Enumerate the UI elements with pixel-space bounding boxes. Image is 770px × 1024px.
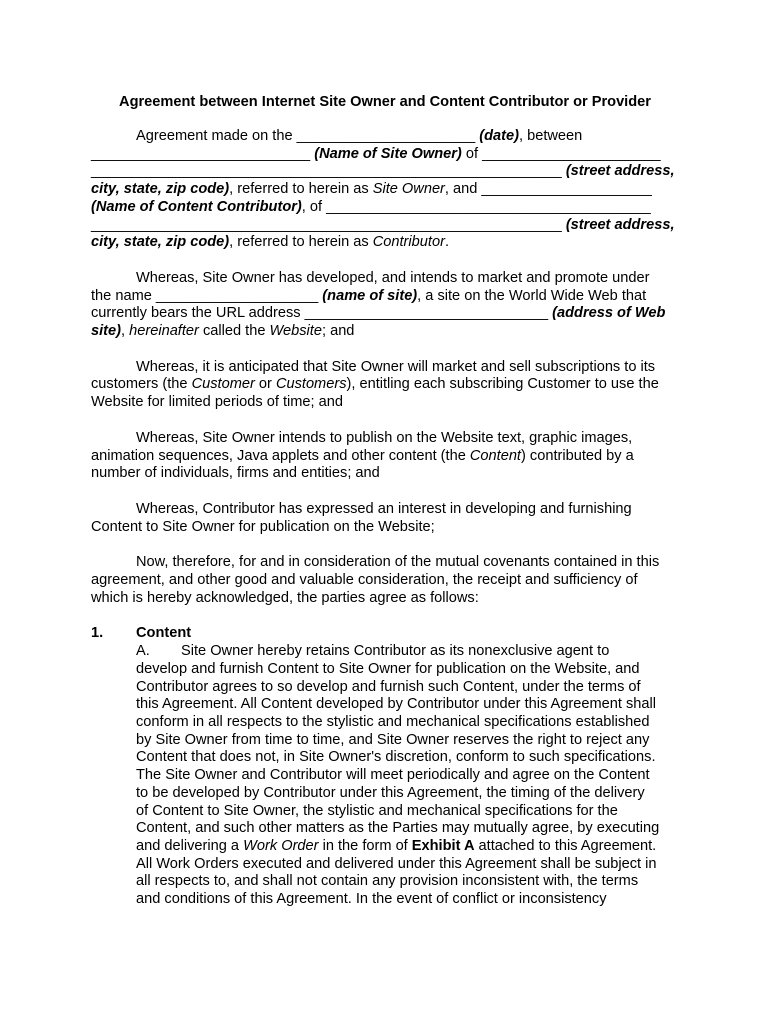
document-page xyxy=(91,93,679,909)
paragraph-line: by Site Owner from time to time, and Site Owner reserves the right to reject any xyxy=(136,731,650,748)
paragraph-line xyxy=(136,643,679,661)
text-run: ___________________________ xyxy=(91,145,315,162)
paragraph-line: Website for limited periods of time; and xyxy=(91,394,343,411)
text-run: ) contributed by a xyxy=(521,447,634,464)
text-run: , and _____________________ xyxy=(444,181,652,198)
opening-line xyxy=(91,181,679,199)
paragraph-line xyxy=(91,448,679,466)
paragraph-line: this Agreement. All Content developed by Contributor under this Agreement shall xyxy=(136,696,657,713)
paragraph-line xyxy=(136,838,679,856)
text-run: . xyxy=(444,234,449,251)
text-run: currently bears the URL address ______________________________ xyxy=(91,305,553,322)
text-run: __________________________________________________________ xyxy=(91,216,566,233)
text-run: the name ____________________ xyxy=(91,287,323,304)
section-1 xyxy=(91,625,679,908)
paragraph-line: agreement, and other good and valuable consideration, the receipt and sufficiency of xyxy=(91,572,638,589)
paragraph-line: Whereas, Contributor has expressed an interest in developing and furnishing xyxy=(136,500,632,517)
paragraph-line xyxy=(91,288,679,306)
defined-term: Content xyxy=(469,447,521,464)
paragraph-line: Whereas, Site Owner intends to publish on the Website text, graphic images, xyxy=(136,429,633,446)
defined-term: Customers xyxy=(275,376,347,393)
paragraph-line: all respects to, and shall not contain any provision inconsistent with, the terms xyxy=(136,873,639,890)
opening-line xyxy=(91,128,679,146)
section-body xyxy=(91,643,679,909)
date-placeholder-label: (date) xyxy=(479,128,519,144)
paragraph-line: Whereas, it is anticipated that Site Owner will market and sell subscriptions to its xyxy=(136,358,656,375)
text-run: ), entitling each subscribing Customer to use the xyxy=(346,376,659,393)
section-heading xyxy=(91,625,679,643)
whereas-paragraph xyxy=(91,359,679,412)
text-run: , a site on the World Wide Web that xyxy=(417,287,647,304)
paragraph-line xyxy=(91,323,679,341)
paragraph-line xyxy=(91,305,679,323)
paragraph-line: Content, and such other matters as the Parties may mutually agree, by executing xyxy=(136,820,660,837)
defined-term: Customer xyxy=(191,376,255,393)
text-run: of ______________________ xyxy=(461,145,661,162)
text-run: , of ________________________________________ xyxy=(301,198,651,215)
text-run: ; and xyxy=(321,323,355,340)
text-run: called the xyxy=(198,323,270,340)
street-address-placeholder-label: (street address, xyxy=(565,163,675,180)
text-run: in the form of xyxy=(318,837,412,854)
web-address-placeholder-label: (address of Web xyxy=(552,305,666,322)
text-run: hereinafter xyxy=(129,323,199,340)
paragraph-line: Content that does not, in Site Owner's discretion, conform to such specifications. xyxy=(136,749,656,766)
street-address-placeholder-label: (street address, xyxy=(565,216,675,233)
paragraph-line: of Content to Site Owner, the stylistic and mechanical specifications for the xyxy=(136,802,618,819)
text-run: , xyxy=(121,323,130,340)
site-name-placeholder-label: (name of site) xyxy=(322,287,418,304)
text-run: and delivering a xyxy=(136,837,244,854)
paragraph-line xyxy=(91,376,679,394)
text-run: attached to this Agreement. xyxy=(474,837,657,854)
paragraph-line: Content to Site Owner for publication on the Website; xyxy=(91,518,435,535)
paragraph-line: number of individuals, firms and entities; and xyxy=(91,465,380,482)
section-number: 1. xyxy=(91,625,104,642)
web-address-placeholder-label: site) xyxy=(91,323,122,340)
whereas-paragraph xyxy=(91,430,679,483)
whereas-paragraph xyxy=(91,501,679,536)
text-run: animation sequences, Java applets and other content (the xyxy=(91,447,470,464)
paragraph-line: conform in all respects to the stylistic and mechanical specifications established xyxy=(136,713,650,730)
text-run: , referred to herein as xyxy=(229,234,373,251)
opening-line xyxy=(91,234,679,252)
opening-line xyxy=(91,163,679,181)
defined-term: Contributor xyxy=(372,234,445,251)
paragraph-line: develop and furnish Content to Site Owner for publication on the Website, and xyxy=(136,660,640,677)
opening-line xyxy=(91,217,679,235)
text-run: , referred to herein as xyxy=(229,181,373,198)
city-state-zip-placeholder-label: city, state, zip code) xyxy=(91,234,230,251)
whereas-paragraph xyxy=(91,270,679,341)
paragraph-line: The Site Owner and Contributor will meet periodically and agree on the Content xyxy=(136,767,650,784)
defined-term: Site Owner xyxy=(372,181,445,198)
opening-line xyxy=(91,146,679,164)
paragraph-line: which is hereby acknowledged, the parties agree as follows: xyxy=(91,589,479,606)
text-run: __________________________________________________________ xyxy=(91,163,566,180)
paragraph-line: All Work Orders executed and delivered under this Agreement shall be subject in xyxy=(136,855,657,872)
contributor-placeholder-label: (Name of Content Contributor) xyxy=(91,198,302,215)
text-run: Site Owner hereby retains Contributor as its nonexclusive agent to xyxy=(181,643,610,660)
text-run: Agreement made on the ______________________ xyxy=(136,128,480,144)
site-owner-placeholder-label: (Name of Site Owner) xyxy=(314,145,462,162)
defined-term: Website xyxy=(269,323,322,340)
text-run: or xyxy=(254,376,276,393)
defined-term: Work Order xyxy=(243,837,319,854)
paragraph-line: Whereas, Site Owner has developed, and intends to market and promote under xyxy=(136,269,650,286)
paragraph-line: Now, therefore, for and in consideration of the mutual covenants contained in this xyxy=(136,554,660,571)
paragraph-line: and conditions of this Agreement. In the event of conflict or inconsistency xyxy=(136,891,607,908)
paragraph-line: to be developed by Contributor under this Agreement, the timing of the delivery xyxy=(136,784,645,801)
text-run: , between xyxy=(518,128,583,144)
exhibit-reference: Exhibit A xyxy=(411,837,475,854)
opening-line xyxy=(91,199,679,217)
text-run: customers (the xyxy=(91,376,192,393)
section-title: Content xyxy=(136,625,192,642)
opening-paragraph xyxy=(91,128,679,252)
subsection-label: A. xyxy=(136,643,150,660)
paragraph-line: Contributor agrees to so develop and furnish such Content, under the terms of xyxy=(136,678,641,695)
now-therefore-paragraph xyxy=(91,554,679,607)
document-title: Agreement between Internet Site Owner and Content Contributor or Provider xyxy=(119,94,651,110)
city-state-zip-placeholder-label: city, state, zip code) xyxy=(91,181,230,198)
